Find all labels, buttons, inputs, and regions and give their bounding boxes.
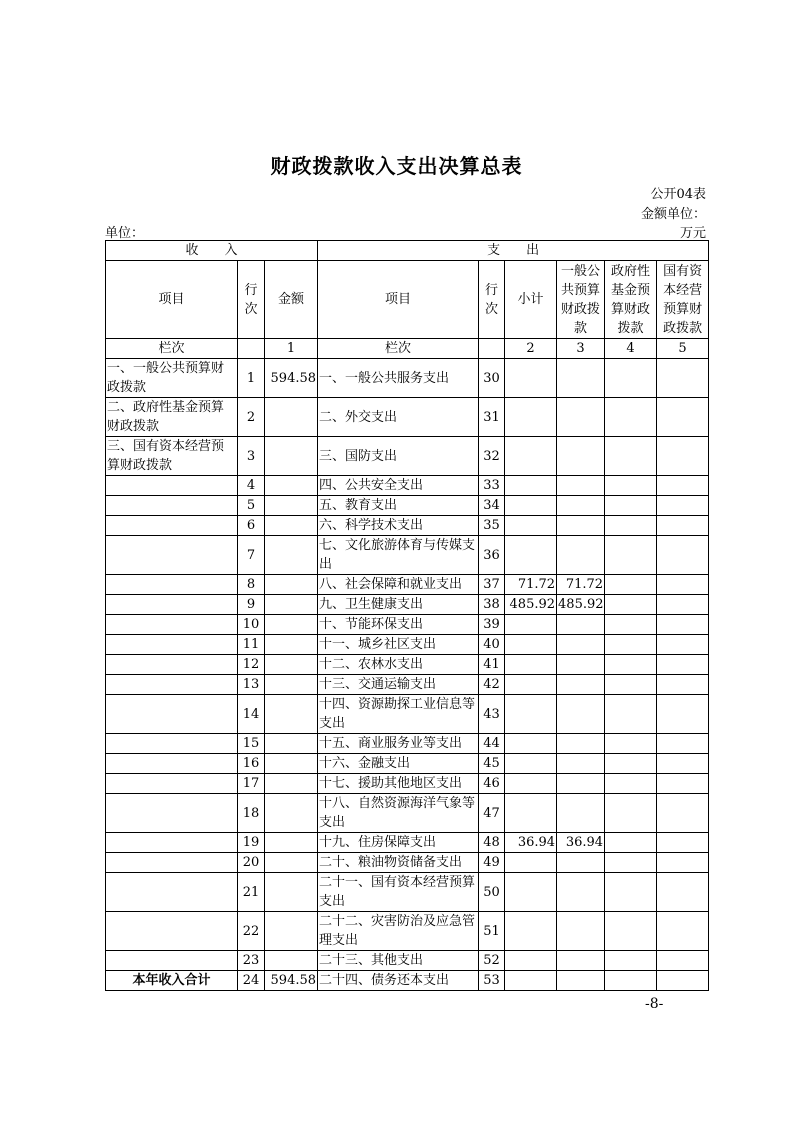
page-title: 财政拨款收入支出决算总表 [270,154,523,178]
expense-item-cell: 十八、自然资源海洋气象等支出 [318,794,479,833]
income-item-cell [106,635,238,655]
subtotal-cell: 485.92 [505,595,557,615]
income-amount-cell: 594.58 [265,971,318,991]
state-capital-cell [657,912,709,951]
income-line-cell: 12 [238,655,265,675]
col-3: 3 [557,339,605,359]
table-row [106,833,709,853]
unit-label: 单位： [105,226,145,241]
income-line-cell: 21 [238,873,265,912]
income-line-cell: 4 [238,476,265,496]
expense-line-cell: 52 [479,951,505,971]
income-header: 收 入 [106,241,318,261]
amount-unit-label: 金额单位： [640,207,706,222]
income-line-cell: 24 [238,971,265,991]
table-row [106,695,709,734]
income-line-cell: 5 [238,496,265,516]
expense-line-cell: 47 [479,794,505,833]
general-budget-cell [557,536,605,575]
income-line-cell: 6 [238,516,265,536]
expense-item-cell: 十六、金融支出 [318,754,479,774]
general-budget-cell [557,359,605,398]
expense-item-cell: 一、一般公共服务支出 [318,359,479,398]
subtotal-cell [505,615,557,635]
income-line-cell: 9 [238,595,265,615]
subtotal-cell [505,536,557,575]
expense-line-cell: 46 [479,774,505,794]
expense-line-cell: 39 [479,615,505,635]
gov-fund-cell [605,912,657,951]
state-capital-cell [657,359,709,398]
gov-fund-cell [605,398,657,437]
expense-item-cell: 二十二、灾害防治及应急管理支出 [318,912,479,951]
income-item-cell [106,476,238,496]
income-line-cell: 8 [238,575,265,595]
income-item-cell [106,912,238,951]
expense-line-cell: 51 [479,912,505,951]
table-row [106,359,709,398]
income-line-cell: 15 [238,734,265,754]
table-row [106,774,709,794]
general-budget-cell [557,873,605,912]
page-number: -8- [645,996,664,1012]
income-item-cell [106,951,238,971]
general-budget-cell: 36.94 [557,833,605,853]
income-amount-cell [265,615,318,635]
state-capital-cell [657,635,709,655]
income-item-cell [106,794,238,833]
expense-item-cell: 四、公共安全支出 [318,476,479,496]
subtotal-cell: 71.72 [505,575,557,595]
table-code: 公开04表 [650,187,706,202]
table-row [106,635,709,655]
expense-item-cell: 三、国防支出 [318,437,479,476]
gov-fund-cell [605,536,657,575]
state-capital-cell [657,695,709,734]
general-budget-cell [557,774,605,794]
expense-line-cell: 35 [479,516,505,536]
income-item-cell [106,873,238,912]
income-amount-cell [265,734,318,754]
table-row [106,675,709,695]
state-capital-cell [657,655,709,675]
expense-line-cell: 30 [479,359,505,398]
state-capital-cell [657,734,709,754]
subtotal-cell [505,695,557,734]
income-item-cell [106,734,238,754]
income-amount-cell [265,951,318,971]
income-item-cell [106,536,238,575]
income-line-cell: 19 [238,833,265,853]
general-budget-header: 一般公共预算财政拨款 [557,261,605,339]
income-amount-cell [265,655,318,675]
gov-fund-cell [605,655,657,675]
state-capital-header: 国有资本经营预算财政拨款 [657,261,709,339]
general-budget-cell [557,695,605,734]
gov-fund-cell [605,476,657,496]
subtotal-cell [505,971,557,991]
amount-unit: 万元 [679,226,706,241]
income-line-cell: 18 [238,794,265,833]
col-2: 2 [505,339,557,359]
general-budget-cell [557,635,605,655]
subtotal-cell [505,476,557,496]
income-item-cell: 三、国有资本经营预算财政拨款 [106,437,238,476]
income-item-cell [106,496,238,516]
income-line-cell: 23 [238,951,265,971]
table-row [106,734,709,754]
expense-item-cell: 二十一、国有资本经营预算支出 [318,873,479,912]
income-item-cell [106,675,238,695]
expense-line-cell: 34 [479,496,505,516]
income-line-cell: 2 [238,398,265,437]
subtotal-cell [505,734,557,754]
income-amount-cell [265,873,318,912]
gov-fund-cell [605,951,657,971]
income-item-cell [106,833,238,853]
table-row [106,575,709,595]
income-amount-cell [265,398,318,437]
income-amount-cell: 594.58 [265,359,318,398]
income-amount-cell [265,853,318,873]
income-amount-cell [265,476,318,496]
expense-item-cell: 二十、粮油物资储备支出 [318,853,479,873]
state-capital-cell [657,516,709,536]
income-item-cell: 二、政府性基金预算财政拨款 [106,398,238,437]
income-line-cell: 3 [238,437,265,476]
expense-item-cell: 八、社会保障和就业支出 [318,575,479,595]
state-capital-cell [657,873,709,912]
income-amount-cell [265,695,318,734]
table-row [106,496,709,516]
expense-item-cell: 十三、交通运输支出 [318,675,479,695]
income-amount-cell [265,774,318,794]
income-item-cell [106,655,238,675]
income-line-cell: 7 [238,536,265,575]
table-row [106,951,709,971]
expense-item-cell: 七、文化旅游体育与传媒支出 [318,536,479,575]
state-capital-cell [657,575,709,595]
state-capital-cell [657,754,709,774]
gov-fund-cell [605,575,657,595]
general-budget-cell [557,971,605,991]
expense-item-cell: 十四、资源勘探工业信息等支出 [318,695,479,734]
general-budget-cell [557,754,605,774]
col-5: 5 [657,339,709,359]
gov-fund-cell [605,675,657,695]
subtotal-cell [505,951,557,971]
expense-item-cell: 二十四、债务还本支出 [318,971,479,991]
income-item-cell [106,754,238,774]
subtotal-cell [505,774,557,794]
gov-fund-cell [605,971,657,991]
gov-fund-cell [605,853,657,873]
state-capital-cell [657,675,709,695]
general-budget-cell [557,437,605,476]
state-capital-cell [657,595,709,615]
general-budget-cell: 485.92 [557,595,605,615]
gov-fund-cell [605,615,657,635]
expense-line-cell: 45 [479,754,505,774]
gov-fund-cell [605,496,657,516]
subtotal-cell [505,794,557,833]
expense-line-cell: 40 [479,635,505,655]
expense-item-cell: 十七、援助其他地区支出 [318,774,479,794]
general-budget-cell [557,615,605,635]
state-capital-cell [657,853,709,873]
expense-line-cell: 31 [479,398,505,437]
expense-item-cell: 九、卫生健康支出 [318,595,479,615]
expense-item-cell: 二、外交支出 [318,398,479,437]
general-budget-cell [557,398,605,437]
income-amount-cell [265,833,318,853]
subtotal-cell [505,437,557,476]
state-capital-cell [657,398,709,437]
subtotal-cell [505,853,557,873]
expense-line-cell: 42 [479,675,505,695]
col-1: 1 [265,339,318,359]
table-row [106,476,709,496]
income-line-cell: 20 [238,853,265,873]
state-capital-cell [657,476,709,496]
income-amount-header: 金额 [265,261,318,339]
expense-line-cell: 44 [479,734,505,754]
income-item-cell [106,774,238,794]
gov-fund-cell [605,437,657,476]
gov-fund-cell [605,595,657,615]
subtotal-cell [505,873,557,912]
subtotal-cell [505,655,557,675]
gov-fund-cell [605,754,657,774]
income-line-cell: 13 [238,675,265,695]
table-row [106,971,709,991]
income-item-cell [106,853,238,873]
expense-line-cell: 37 [479,575,505,595]
expense-item-cell: 六、科学技术支出 [318,516,479,536]
general-budget-cell [557,853,605,873]
income-amount-cell [265,635,318,655]
state-capital-cell [657,496,709,516]
expense-line-cell: 48 [479,833,505,853]
subtotal-cell [505,398,557,437]
expense-line-cell: 38 [479,595,505,615]
expense-line-cell: 32 [479,437,505,476]
table-row [106,398,709,437]
gov-fund-cell [605,794,657,833]
table-row [106,912,709,951]
table-row [106,516,709,536]
expense-item-cell: 十五、商业服务业等支出 [318,734,479,754]
expense-line-cell: 50 [479,873,505,912]
table-row [106,655,709,675]
empty-cell [238,339,265,359]
expense-item-cell: 十九、住房保障支出 [318,833,479,853]
table-row [106,754,709,774]
expense-item-cell: 二十三、其他支出 [318,951,479,971]
income-amount-cell [265,595,318,615]
state-capital-cell [657,437,709,476]
expense-line-header: 行次 [479,261,505,339]
income-line-cell: 11 [238,635,265,655]
income-line-cell: 14 [238,695,265,734]
general-budget-cell [557,655,605,675]
income-amount-cell [265,496,318,516]
income-item-cell: 本年收入合计 [106,971,238,991]
state-capital-cell [657,833,709,853]
income-item-cell [106,695,238,734]
expense-line-cell: 43 [479,695,505,734]
expense-item-cell: 十二、农林水支出 [318,655,479,675]
gov-fund-header: 政府性基金预算财政拨款 [605,261,657,339]
budget-table [105,240,709,991]
expense-header: 支 出 [318,241,709,261]
state-capital-cell [657,794,709,833]
state-capital-cell [657,774,709,794]
gov-fund-cell [605,833,657,853]
subtotal-cell [505,754,557,774]
expense-line-cell: 49 [479,853,505,873]
general-budget-cell [557,496,605,516]
gov-fund-cell [605,695,657,734]
subtotal-cell [505,359,557,398]
subtotal-cell: 36.94 [505,833,557,853]
general-budget-cell: 71.72 [557,575,605,595]
gov-fund-cell [605,359,657,398]
income-line-cell: 10 [238,615,265,635]
table-row [106,595,709,615]
table-row [106,853,709,873]
expense-item-cell: 五、教育支出 [318,496,479,516]
income-item-cell [106,575,238,595]
expense-line-cell: 36 [479,536,505,575]
table-row [106,873,709,912]
gov-fund-cell [605,873,657,912]
expense-line-cell: 41 [479,655,505,675]
table-row [106,615,709,635]
subtotal-cell [505,912,557,951]
expense-line-cell: 53 [479,971,505,991]
income-item-cell [106,615,238,635]
income-amount-cell [265,675,318,695]
income-line-cell: 17 [238,774,265,794]
income-line-header: 行次 [238,261,265,339]
income-amount-cell [265,912,318,951]
col-4: 4 [605,339,657,359]
income-line-cell: 22 [238,912,265,951]
expense-line-cell: 33 [479,476,505,496]
expense-item-cell: 十一、城乡社区支出 [318,635,479,655]
subtotal-cell [505,675,557,695]
income-item-cell [106,516,238,536]
general-budget-cell [557,675,605,695]
subtotal-cell [505,635,557,655]
income-item-header: 项目 [106,261,238,339]
income-line-cell: 16 [238,754,265,774]
table-row [106,794,709,833]
income-amount-cell [265,794,318,833]
expense-item-cell: 十、节能环保支出 [318,615,479,635]
state-capital-cell [657,615,709,635]
income-amount-cell [265,754,318,774]
general-budget-cell [557,912,605,951]
col-label: 栏次 [318,339,479,359]
subtotal-cell [505,496,557,516]
gov-fund-cell [605,635,657,655]
empty-cell [479,339,505,359]
gov-fund-cell [605,774,657,794]
table-row [106,437,709,476]
state-capital-cell [657,536,709,575]
general-budget-cell [557,951,605,971]
general-budget-cell [557,794,605,833]
income-amount-cell [265,575,318,595]
table-row [106,536,709,575]
expense-item-header: 项目 [318,261,479,339]
state-capital-cell [657,951,709,971]
general-budget-cell [557,516,605,536]
gov-fund-cell [605,516,657,536]
income-amount-cell [265,437,318,476]
subtotal-cell [505,516,557,536]
income-item-cell [106,595,238,615]
income-line-cell: 1 [238,359,265,398]
income-amount-cell [265,516,318,536]
gov-fund-cell [605,734,657,754]
income-item-cell: 一、一般公共预算财政拨款 [106,359,238,398]
state-capital-cell [657,971,709,991]
general-budget-cell [557,476,605,496]
income-amount-cell [265,536,318,575]
general-budget-cell [557,734,605,754]
col-label: 栏次 [106,339,238,359]
subtotal-header: 小计 [505,261,557,339]
